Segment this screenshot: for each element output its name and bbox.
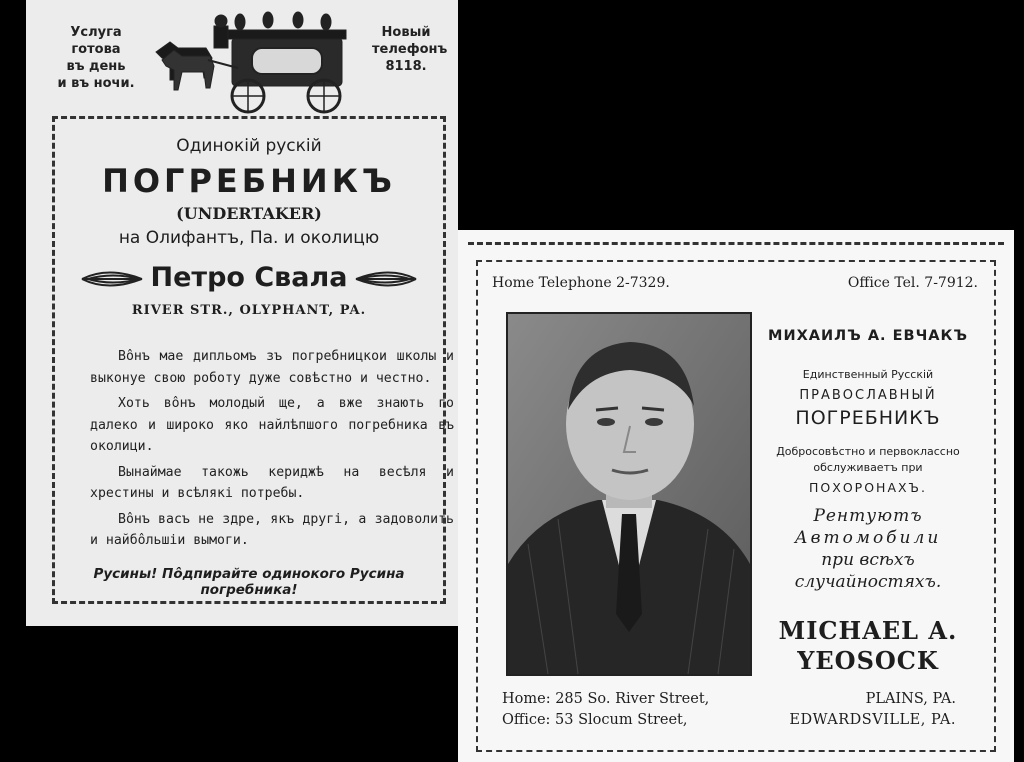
right-flourish-icon	[352, 262, 420, 296]
home-telephone: Home Telephone 2-7329.	[492, 275, 670, 291]
undertaker-name-russian: МИХАИЛЪ А. ЕВЧАКЪ	[768, 328, 968, 344]
ad-body-text	[90, 346, 454, 556]
phone-line: Новый	[381, 25, 431, 40]
ad-english-title: (UNDERTAKER)	[176, 204, 322, 223]
ad-slogan: Русины! Пôдпирайте одинокого Русина погребника!	[93, 566, 405, 598]
only-russian-text: Единственный Русскій	[802, 368, 934, 381]
horse-drawn-hearse-illustration	[148, 8, 352, 114]
rent-text: Автомобили	[794, 528, 942, 548]
service-text: Добросовѣстно и первоклассно	[776, 445, 960, 458]
office-address: Office: 53 Slocum Street,	[502, 712, 688, 728]
office-telephone: Office Tel. 7-7912.	[847, 275, 978, 291]
ad-location: на Олифантъ, Па. и околицю	[118, 228, 380, 248]
rent-text: при всѣхъ	[821, 550, 915, 570]
service-hours-note	[54, 24, 138, 92]
undertaker-name-english: MICHAEL A.	[778, 616, 958, 645]
service-line: Услуга	[70, 25, 122, 40]
home-address: Home: 285 So. River Street,	[502, 691, 710, 707]
rent-text: Рентуютъ	[813, 506, 923, 526]
funerals-text: ПОХОРОНАХЪ.	[809, 480, 927, 495]
phone-line: 8118.	[385, 59, 427, 74]
top-dashed-rule	[468, 242, 1004, 245]
office-city: EDWARDSVILLE, PA.	[789, 712, 956, 728]
service-line: въ день	[66, 59, 126, 74]
service-line: готова	[71, 42, 121, 57]
undertaker-name: Петро Свала	[150, 262, 348, 293]
undertaker-text: ПОГРЕБНИКЪ	[795, 407, 941, 429]
home-city: PLAINS, PA.	[865, 691, 956, 707]
right-advertisement	[458, 230, 1014, 762]
left-advertisement	[26, 0, 458, 626]
new-phone-note	[372, 24, 448, 75]
undertaker-surname-english: YEOSOCK	[797, 646, 939, 675]
orthodox-text: ПРАВОСЛАВНЫЙ	[799, 388, 937, 403]
ad-paragraph: Вôнъ мае дипльомъ зъ погребницкои школы и выконуе свою роботу дуже совѣстно и честно.	[90, 349, 454, 386]
phone-line: телефонъ	[372, 42, 448, 57]
portrait-photo	[506, 312, 752, 676]
service-text: обслуживаетъ при	[813, 461, 923, 474]
ad-paragraph: Хоть вôнъ молодый ще, а вже знають го далеко и широко яко найлѣпшого погребника въ околици.	[90, 396, 454, 454]
rent-text: случайностяхъ.	[794, 572, 942, 592]
ad-title: ПОГРЕБНИКЪ	[102, 162, 396, 200]
ad-paragraph: Вынаймае такожь кериджѣ на весѣля и хрестины и всѣлякі потребы.	[90, 464, 454, 501]
undertaker-address: RIVER STR., OLYPHANT, PA.	[131, 303, 367, 318]
ad-subtitle: Одинокій рускій	[176, 136, 322, 156]
service-line: и въ ночи.	[57, 76, 135, 91]
ad-paragraph: Вôнъ васъ не здре, якъ другі, а задоволить и найбôльшіи вымоги.	[90, 511, 454, 548]
